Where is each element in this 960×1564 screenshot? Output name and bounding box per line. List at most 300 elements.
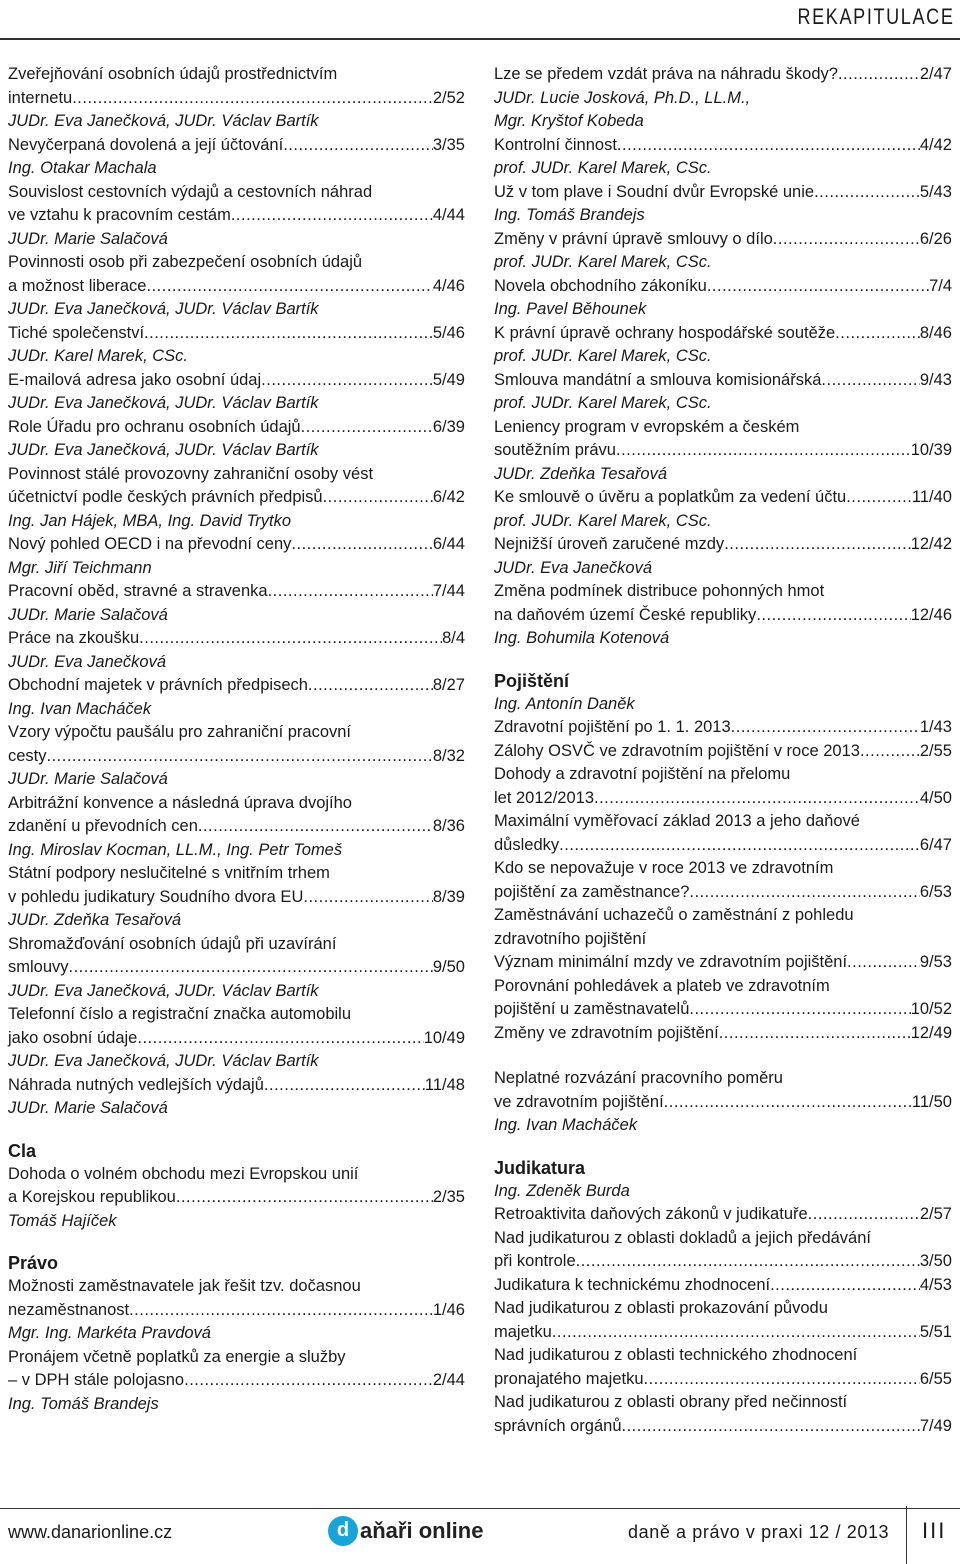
entry-page-ref: 4/53: [919, 1275, 952, 1294]
dot-leader: [756, 604, 910, 628]
dot-leader: [689, 998, 910, 1022]
dot-leader: [552, 1321, 920, 1345]
entry-title-line: Leniency program v evropském a českém: [494, 417, 800, 436]
entry-page-ref: 9/53: [919, 953, 952, 971]
entry-page-ref: 5/43: [919, 182, 952, 201]
entry-page-ref: 5/49: [432, 370, 465, 389]
toc-entry: [8, 63, 465, 134]
entry-page-ref: 10/39: [910, 441, 952, 459]
entry-title: Význam minimální mzdy ve zdravotním pojištění: [494, 953, 848, 971]
toc-entry: [494, 275, 952, 322]
entry-author: Ing. Bohumila Kotenová: [494, 629, 670, 647]
entry-page-ref: 12/49: [910, 1023, 952, 1042]
dot-leader: [622, 1415, 920, 1439]
entry-title: nezaměstnanost: [8, 1300, 130, 1319]
entry-page-ref: 8/36: [432, 817, 465, 835]
dot-leader: [303, 886, 433, 910]
entry-title: důsledky: [494, 835, 560, 854]
entry-page-ref: 9/43: [919, 370, 952, 389]
entry-title: Lze se předem vzdát práva na náhradu škody?: [494, 65, 838, 83]
toc-entry: [8, 933, 465, 1004]
entry-title: let 2012/2013: [494, 788, 595, 807]
entry-title-with-page: [8, 1074, 465, 1098]
entry-title: Náhrada nutných vedlejších výdajů: [8, 1075, 264, 1094]
entry-page-ref: 3/50: [919, 1252, 952, 1270]
dot-leader: [576, 1250, 920, 1274]
dot-leader: [707, 275, 929, 299]
entry-page-ref: 10/52: [910, 1000, 952, 1018]
spacer: [494, 1045, 952, 1067]
entry-title-with-page: [494, 181, 952, 205]
toc-entry: [8, 1346, 465, 1417]
entry-title: na daňovém území České republiky: [494, 605, 757, 624]
dot-leader: [594, 787, 920, 811]
toc-entry: [494, 857, 952, 904]
entry-page-ref: 2/44: [432, 1371, 465, 1389]
entry-author: JUDr. Zdeňka Tesařová: [494, 464, 668, 483]
magazine-issue: daně a právo v praxi 12 / 2013: [628, 1522, 890, 1542]
entry-title: správních orgánů: [494, 1416, 622, 1435]
entry-title-line: Neplatné rozvázání pracovního poměru: [494, 1069, 783, 1087]
entry-title: pojištění u zaměstnavatelů: [494, 1000, 690, 1018]
dot-leader: [808, 1203, 920, 1227]
entry-title: Ke smlouvě o úvěru a poplatkům za vedení účtu: [494, 488, 847, 506]
entry-title-line: Nad judikaturou z oblasti technického zhodnocení: [494, 1346, 858, 1364]
entry-title-with-page: [8, 674, 465, 698]
entry-title-line: Změna podmínek distribuce pohonných hmot: [494, 582, 825, 600]
entry-page-ref: 7/4: [929, 276, 952, 295]
dot-leader: [846, 486, 912, 510]
dot-leader: [821, 369, 919, 393]
entry-title-line: Kdo se nepovažuje v roce 2013 ve zdravotním: [494, 859, 834, 877]
dot-leader: [176, 1186, 433, 1210]
entry-page-ref: 6/53: [919, 882, 952, 901]
entry-title-with-page: [494, 533, 952, 557]
toc-entry: [494, 1344, 952, 1391]
entry-author: prof. JUDr. Karel Marek, CSc.: [494, 394, 712, 412]
entry-title-with-page: [494, 604, 952, 628]
entry-author: Ing. Miroslav Kocman, LL.M., Ing. Petr Tomeš: [8, 840, 343, 859]
dot-leader: [847, 951, 920, 975]
entry-page-ref: 8/32: [432, 746, 465, 765]
entry-author: JUDr. Marie Salačová: [8, 229, 168, 248]
entry-author: Mgr. Ing. Markéta Pravdová: [8, 1324, 211, 1342]
entry-title: a možnost liberace: [8, 276, 147, 295]
entry-author: Ing. Ivan Macháček: [494, 1116, 638, 1134]
dot-leader: [773, 228, 920, 252]
entry-author: Ing. Tomáš Brandejs: [8, 1394, 159, 1413]
dot-leader: [323, 486, 433, 510]
toc-entry: [494, 134, 952, 181]
entry-title-with-page: [494, 1091, 952, 1115]
logo-text: aňaři online: [360, 1518, 484, 1543]
toc-entry: [8, 1163, 465, 1234]
dot-leader: [69, 956, 433, 980]
dot-leader: [308, 674, 433, 698]
entry-title-with-page: [8, 886, 465, 910]
toc-entry: [494, 369, 952, 416]
logo-mark-icon: d: [328, 1516, 358, 1546]
entry-page-ref: 2/47: [919, 65, 952, 83]
entry-title-with-page: [8, 1299, 465, 1323]
entry-title-line: zdravotního pojištění: [494, 929, 647, 948]
toc-entry: [494, 416, 952, 487]
entry-title: Práce na zkoušku: [8, 629, 140, 647]
toc-entry: [494, 1203, 952, 1227]
entry-title: Judikatura k technickému zhodnocení: [494, 1275, 771, 1294]
entry-page-ref: 4/50: [919, 788, 952, 807]
toc-entry: [494, 763, 952, 810]
entry-title: ve vztahu k pracovním cestám: [8, 206, 231, 224]
section-title: REKAPITULACE: [796, 4, 954, 29]
entry-title-with-page: [494, 716, 952, 740]
toc-entry: [8, 792, 465, 863]
toc-entry: [494, 740, 952, 764]
entry-title-with-page: [494, 228, 952, 252]
entry-title: při kontrole: [494, 1252, 576, 1270]
section-author: Ing. Zdeněk Burda: [494, 1181, 630, 1200]
entry-title: jako osobní údaje: [8, 1028, 138, 1047]
dot-leader: [835, 322, 920, 346]
entry-title-line: Vzory výpočtu paušálu pro zahraniční pracovní: [8, 723, 352, 741]
dot-leader: [719, 1022, 911, 1046]
entry-page-ref: 8/46: [919, 323, 952, 342]
entry-title: majetku: [494, 1322, 552, 1341]
entry-title-with-page: [494, 834, 952, 858]
toc-entry: [8, 721, 465, 792]
toc-entry: [8, 251, 465, 322]
entry-author: JUDr. Marie Salačová: [8, 1099, 168, 1117]
dot-leader: [291, 533, 432, 557]
entry-page-ref: 1/46: [432, 1300, 465, 1319]
entry-title: Smlouva mandátní a smlouva komisionářská: [494, 370, 822, 389]
entry-author: JUDr. Zdeňka Tesařová: [8, 911, 182, 929]
entry-title-with-page: [494, 369, 952, 393]
entry-page-ref: 6/39: [432, 417, 465, 436]
entry-title-line: Státní podpory neslučitelné s vnitřním trhem: [8, 864, 330, 882]
entry-title-with-page: [8, 815, 465, 839]
entry-author: Ing. Pavel Běhounek: [494, 300, 647, 318]
publisher-logo: [328, 1516, 483, 1546]
entry-author: JUDr. Eva Janečková, JUDr. Václav Bartík: [8, 981, 319, 1000]
entry-title: Už v tom plave i Soudní dvůr Evropské unie: [494, 182, 815, 201]
dot-leader: [283, 134, 433, 158]
entry-title: Obchodní majetek v právních předpisech: [8, 676, 308, 694]
entry-title: Změny ve zdravotním pojištění: [494, 1023, 719, 1042]
toc-entry: [494, 1391, 952, 1438]
entry-title: ve zdravotním pojištění: [494, 1092, 664, 1111]
entry-page-ref: 6/55: [919, 1369, 952, 1388]
entry-title: Retroaktivita daňových zákonů v judikatuře: [494, 1205, 808, 1223]
dot-leader: [644, 1368, 920, 1392]
entry-title: účetnictví podle českých právních předpisů: [8, 488, 323, 506]
entry-page-ref: 8/27: [432, 676, 465, 694]
entry-page-ref: 11/40: [911, 488, 952, 506]
entry-author: Ing. Ivan Macháček: [8, 699, 152, 718]
toc-entry: [8, 1074, 465, 1121]
entry-title-with-page: [8, 87, 465, 111]
dot-leader: [184, 1369, 433, 1393]
header-divider: [0, 38, 960, 40]
entry-title: pojištění za zaměstnance?: [494, 882, 690, 901]
entry-title: Tiché společenství: [8, 323, 145, 342]
entry-title-line: Arbitrážní konvence a následná úprava dvojího: [8, 793, 352, 812]
entry-title: – v DPH stále polojasno: [8, 1371, 185, 1389]
entry-author: JUDr. Eva Janečková, JUDr. Václav Bartík: [8, 300, 319, 318]
left-column: [8, 63, 465, 1416]
entry-title-line: Nad judikaturou z oblasti dokladů a jejich předávání: [494, 1228, 871, 1247]
toc-entry: [494, 904, 952, 975]
entry-page-ref: 6/26: [919, 229, 952, 248]
dot-leader: [616, 439, 911, 463]
entry-title-with-page: [8, 322, 465, 346]
entry-title: Nevyčerpaná dovolená a její účtování: [8, 135, 284, 154]
entry-title: cesty: [8, 746, 47, 765]
dot-leader: [261, 369, 433, 393]
entry-author: JUDr. Eva Janečková, JUDr. Václav Bartík: [8, 112, 319, 130]
entry-author: JUDr. Marie Salačová: [8, 770, 168, 788]
toc-entry: [8, 322, 465, 369]
entry-title: Kontrolní činnost: [494, 135, 617, 154]
entry-title: Pracovní oběd, stravné a stravenka: [8, 582, 268, 600]
entry-page-ref: 5/46: [432, 323, 465, 342]
entry-title: pronajatého majetku: [494, 1369, 644, 1388]
entry-page-ref: 2/35: [432, 1188, 465, 1206]
entry-title: Nový pohled OECD i na převodní ceny: [8, 535, 292, 553]
entry-title-with-page: [494, 1022, 952, 1046]
entry-author: JUDr. Eva Janečková: [494, 558, 653, 577]
entry-page-ref: 4/46: [432, 276, 465, 295]
entry-author: JUDr. Eva Janečková, JUDr. Václav Bartík: [8, 1052, 319, 1070]
entry-page-ref: 6/42: [432, 488, 465, 506]
entry-title-line: Dohoda o volném obchodu mezi Evropskou unií: [8, 1164, 359, 1183]
entry-title: soutěžním právu: [494, 441, 616, 459]
toc-entry: [494, 533, 952, 580]
section-heading: Právo: [8, 1253, 59, 1273]
entry-title-with-page: [8, 416, 465, 440]
entry-title: Zdravotní pojištění po 1. 1. 2013: [494, 718, 731, 736]
entry-title-with-page: [8, 956, 465, 980]
toc-entry: [494, 63, 952, 134]
entry-title-with-page: [8, 533, 465, 557]
entry-title: Zálohy OSVČ ve zdravotním pojištění v roce 2013: [494, 741, 860, 760]
entry-title: K právní úpravě ochrany hospodářské soutěže: [494, 323, 836, 342]
entry-title-with-page: [8, 134, 465, 158]
entry-author: Ing. Otakar Machala: [8, 159, 157, 177]
entry-page-ref: 12/42: [910, 535, 952, 553]
entry-author: prof. JUDr. Karel Marek, CSc.: [494, 253, 712, 271]
entry-author: Ing. Tomáš Brandejs: [494, 206, 645, 224]
entry-author: JUDr. Eva Janečková, JUDr. Václav Bartík: [8, 441, 319, 459]
toc-entry: [8, 627, 465, 674]
entry-page-ref: 7/49: [919, 1416, 952, 1435]
toc-entry: [8, 463, 465, 534]
entry-title-with-page: [8, 1369, 465, 1393]
entry-page-ref: 2/52: [432, 88, 465, 107]
entry-page-ref: 8/4: [442, 629, 465, 647]
toc-entry: [494, 322, 952, 369]
entry-author: prof. JUDr. Karel Marek, CSc.: [494, 159, 712, 177]
entry-title-line: Dohody a zdravotní pojištění na přelomu: [494, 765, 791, 783]
dot-leader: [724, 533, 911, 557]
dot-leader: [731, 716, 920, 740]
entry-title-line: Pronájem včetně poplatků za energie a služby: [8, 1347, 346, 1366]
entry-title-with-page: [494, 1368, 952, 1392]
section-heading: Judikatura: [494, 1157, 586, 1178]
entry-title-with-page: [494, 951, 952, 975]
toc-entry: [494, 486, 952, 533]
entry-title: a Korejskou republikou: [8, 1188, 176, 1206]
entry-author: JUDr. Lucie Josková, Ph.D., LL.M.,: [494, 88, 751, 107]
entry-title-line: Nad judikaturou z oblasti obrany před nečinností: [494, 1393, 848, 1411]
dot-leader: [860, 740, 920, 764]
footer-separator: [906, 1506, 907, 1564]
entry-title-with-page: [494, 63, 952, 87]
entry-page-ref: 7/44: [432, 582, 465, 600]
entry-author: Mgr. Kryštof Kobeda: [494, 112, 644, 130]
entry-title-with-page: [494, 1415, 952, 1439]
dot-leader: [301, 416, 433, 440]
entry-title-with-page: [494, 881, 952, 905]
toc-entry: [494, 716, 952, 740]
entry-title: Změny v právní úpravě smlouvy o dílo: [494, 229, 773, 248]
entry-title: smlouvy: [8, 958, 69, 976]
entry-page-ref: 9/50: [432, 958, 465, 976]
entry-page-ref: 6/44: [432, 535, 465, 553]
dot-leader: [47, 745, 433, 769]
entry-title-with-page: [494, 1250, 952, 1274]
entry-author: JUDr. Eva Janečková: [8, 652, 167, 671]
dot-leader: [147, 275, 433, 299]
dot-leader: [231, 204, 433, 228]
entry-title: v pohledu judikatury Soudního dvora EU: [8, 887, 304, 906]
dot-leader: [129, 1299, 433, 1323]
toc-entry: [494, 1227, 952, 1274]
toc-entry: [8, 1275, 465, 1346]
entry-title-with-page: [494, 998, 952, 1022]
dot-leader: [72, 87, 433, 111]
entry-page-ref: 12/46: [910, 605, 952, 624]
entry-page-ref: 2/55: [919, 741, 952, 760]
entry-author: prof. JUDr. Karel Marek, CSc.: [494, 347, 712, 365]
toc-entry: [8, 674, 465, 721]
right-column: [494, 63, 952, 1438]
entry-title-with-page: [8, 1186, 465, 1210]
dot-leader: [144, 322, 433, 346]
entry-page-ref: 6/47: [919, 835, 952, 854]
dot-leader: [617, 134, 920, 158]
entry-title-with-page: [8, 627, 465, 651]
entry-page-ref: 2/57: [919, 1205, 952, 1223]
entry-title-line: Souvislost cestovních výdajů a cestovních náhrad: [8, 182, 373, 201]
entry-title-with-page: [494, 1274, 952, 1298]
entry-title-with-page: [8, 745, 465, 769]
toc-entry: [494, 228, 952, 275]
dot-leader: [264, 1074, 425, 1098]
entry-title: Nejnižší úroveň zaručené mzdy: [494, 535, 725, 553]
dot-leader: [268, 580, 433, 604]
entry-title-line: Možnosti zaměstnavatele jak řešit tzv. dočasnou: [8, 1277, 361, 1295]
entry-title-with-page: [8, 369, 465, 393]
dot-leader: [137, 1027, 423, 1051]
entry-author: JUDr. Eva Janečková, JUDr. Václav Bartík: [8, 394, 319, 412]
dot-leader: [139, 627, 442, 651]
entry-page-ref: 3/35: [432, 135, 465, 154]
entry-title-with-page: [494, 134, 952, 158]
entry-title: internetu: [8, 88, 73, 107]
entry-title-line: Telefonní číslo a registrační značka automobilu: [8, 1005, 352, 1023]
dot-leader: [198, 815, 433, 839]
entry-title: Novela obchodního zákoníku: [494, 276, 707, 295]
entry-title-with-page: [8, 1027, 465, 1051]
entry-title-with-page: [494, 439, 952, 463]
entry-title-with-page: [8, 275, 465, 299]
entry-author: Mgr. Jiří Teichmann: [8, 558, 152, 577]
entry-author: prof. JUDr. Karel Marek, CSc.: [494, 511, 712, 530]
toc-entry: [8, 369, 465, 416]
entry-title-with-page: [494, 1321, 952, 1345]
toc-entry: [494, 1022, 952, 1046]
entry-author: JUDr. Marie Salačová: [8, 605, 168, 624]
page-number: III: [922, 1518, 947, 1543]
entry-title-line: Zveřejňování osobních údajů prostřednictvím: [8, 65, 338, 83]
toc-entry: [8, 416, 465, 463]
toc-entry: [494, 1274, 952, 1298]
entry-title-line: Shromažďování osobních údajů při uzavírání: [8, 934, 337, 953]
footer-website-link[interactable]: www.danarionline.cz: [8, 1522, 173, 1542]
entry-title-line: Maximální vyměřovací základ 2013 a jeho daňové: [494, 812, 860, 830]
entry-page-ref: 8/39: [432, 887, 465, 906]
entry-title-with-page: [8, 204, 465, 228]
dot-leader: [664, 1091, 912, 1115]
entry-page-ref: 1/43: [919, 718, 952, 736]
entry-title-with-page: [8, 486, 465, 510]
toc-entry: [494, 1297, 952, 1344]
toc-entry: [494, 580, 952, 651]
entry-title-with-page: [494, 486, 952, 510]
dot-leader: [770, 1274, 920, 1298]
dot-leader: [559, 834, 920, 858]
footer-divider: [0, 1508, 960, 1509]
entry-title-line: Povinnost stálé provozovny zahraniční osoby vést: [8, 464, 374, 483]
entry-page-ref: 11/50: [911, 1092, 952, 1111]
toc-entry: [8, 580, 465, 627]
entry-title-line: Povinnosti osob při zabezpečení osobních údajů: [8, 253, 363, 271]
entry-title-with-page: [494, 275, 952, 299]
dot-leader: [838, 63, 920, 87]
toc-entry: [494, 1067, 952, 1138]
toc-entry: [8, 533, 465, 580]
entry-page-ref: 10/49: [423, 1028, 465, 1047]
entry-title-with-page: [494, 787, 952, 811]
entry-title-with-page: [494, 740, 952, 764]
toc-entry: [8, 134, 465, 181]
entry-author: Tomáš Hajíček: [8, 1211, 117, 1230]
section-heading: Pojištění: [494, 670, 570, 691]
section-author: Ing. Antonín Daněk: [494, 694, 635, 713]
entry-page-ref: 4/44: [432, 206, 465, 224]
entry-title: zdanění u převodních cen: [8, 817, 198, 835]
entry-title-line: Zaměstnávání uchazečů o zaměstnání z pohledu: [494, 906, 854, 924]
entry-author: JUDr. Karel Marek, CSc.: [8, 347, 189, 365]
entry-page-ref: 4/42: [919, 135, 952, 154]
entry-author: Ing. Jan Hájek, MBA, Ing. David Trytko: [8, 511, 292, 530]
toc-entry: [8, 862, 465, 933]
page-header: [0, 0, 960, 40]
toc-entry: [494, 181, 952, 228]
dot-leader: [814, 181, 920, 205]
section-heading: Cla: [8, 1140, 37, 1161]
